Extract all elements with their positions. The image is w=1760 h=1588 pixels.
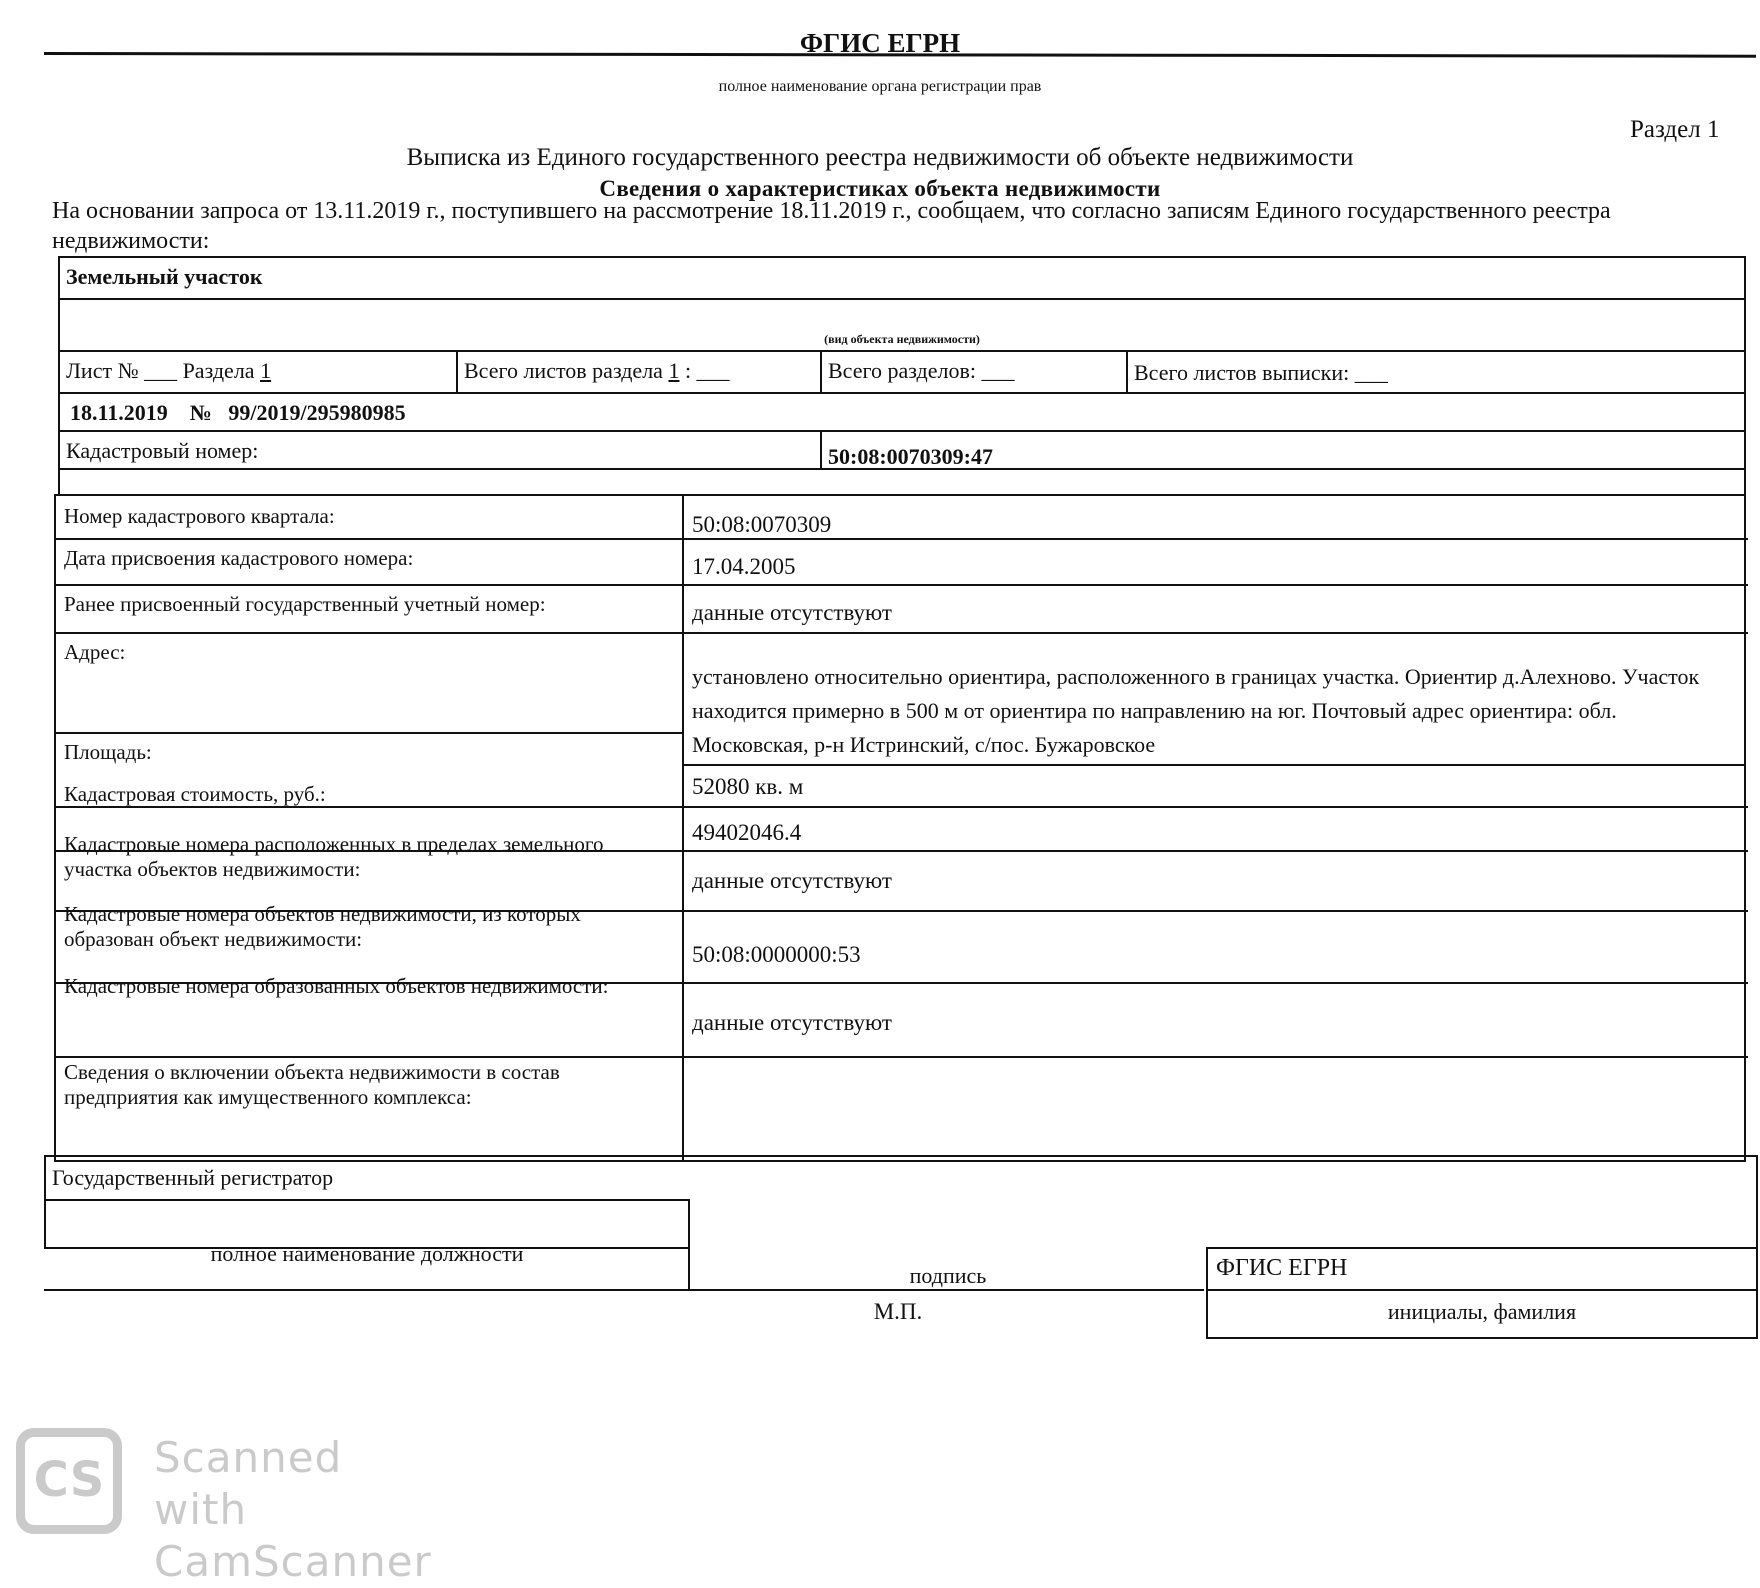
object-header-block — [58, 256, 1746, 496]
object-kind-caption: (вид объекта недвижимости) — [824, 332, 980, 346]
row-label-address: Адрес: — [64, 640, 126, 664]
scanner-watermark — [16, 1428, 446, 1586]
stamp-label: М.П. — [873, 1299, 923, 1324]
watermark-text — [154, 1432, 446, 1588]
column-divider — [682, 496, 684, 1160]
row-value-enterprise — [686, 1072, 1736, 1080]
row-divider — [56, 732, 682, 734]
registry-caption: полное наименование органа регистрации прав — [718, 78, 1042, 95]
divider — [1206, 1289, 1758, 1291]
row-value-formed-objects: данные отсутствуют — [692, 1010, 892, 1035]
camscanner-logo: CS — [16, 1428, 122, 1534]
row-value-cost: 49402046.4 — [692, 820, 802, 845]
row-label-quarter: Номер кадастрового квартала: — [64, 504, 335, 528]
total-sheets-section-label: Всего листов раздела — [464, 358, 663, 383]
extract-number: 99/2019/295980985 — [228, 400, 406, 425]
row-value-assign-date: 17.04.2005 — [692, 554, 796, 579]
object-kind: Земельный участок — [66, 264, 263, 289]
divider — [44, 1247, 690, 1249]
row-value-address: установлено относительно ориентира, расположенного в границах участка. Ориентир д.Алехново. Участок находится примерно в 500 м от ориентира по направлению на юг. Почтовый адрес ориентира: обл. Московская, р-н Истринский, с/пос. Бужаровское — [692, 664, 1700, 757]
sheet-number-label: Лист № ___ Раздела — [66, 358, 255, 383]
row-label-assign-date: Дата присвоения кадастрового номера: — [64, 546, 414, 570]
watermark-line-2: CamScanner — [154, 1537, 432, 1586]
row-value-prev-number: данные отсутствуют — [692, 600, 892, 625]
row-divider — [56, 538, 1748, 540]
row-label-formed-objects: Кадастровые номера образованных объектов недвижимости: — [64, 974, 609, 998]
document-subtitle: Сведения о характеристиках объекта недвижимости — [599, 176, 1161, 201]
cadastral-number-value: 50:08:0070309:47 — [828, 444, 993, 469]
signature-caption: подпись — [909, 1263, 987, 1288]
number-sign: № — [189, 400, 212, 425]
row-value-area: 52080 кв. м — [692, 774, 804, 799]
characteristics-table — [54, 494, 1746, 1162]
row-divider — [682, 764, 1744, 766]
divider — [44, 1199, 690, 1201]
extract-date-number — [64, 396, 412, 430]
row-label-cost: Кадастровая стоимость, руб.: — [64, 782, 326, 806]
total-sheets-section — [458, 354, 736, 388]
divider — [60, 392, 1744, 394]
row-divider — [56, 632, 1748, 634]
row-label-objects-within: Кадастровые номера расположенных в пределах земельного участка объектов недвижимости: — [64, 832, 604, 881]
cadastral-number-label: Кадастровый номер: — [66, 438, 259, 463]
divider — [1206, 1247, 1208, 1339]
registry-name: ФГИС ЕГРН — [799, 28, 961, 58]
total-sheets-section-tail: : ___ — [684, 358, 730, 383]
total-sheets-extract: Всего листов выписки: ___ — [1134, 360, 1388, 385]
section-label: Раздел 1 — [1630, 116, 1720, 143]
intro-text: На основании запроса от 13.11.2019 г., поступившего на рассмотрение 18.11.2019 г., сообщаем, что согласно записям Единого государственного реестра недвижимости: — [52, 198, 1611, 254]
sheet-number — [60, 354, 277, 388]
row-label-formed-from: Кадастровые номера объектов недвижимости, из которых образован объект недвижимости: — [64, 902, 581, 951]
divider — [60, 468, 1744, 470]
row-value-objects-within: данные отсутствуют — [692, 868, 892, 893]
sheet-section-value: 1 — [260, 358, 272, 383]
divider — [60, 350, 1744, 352]
total-sheets-section-value: 1 — [668, 358, 680, 383]
name-caption: инициалы, фамилия — [1387, 1299, 1577, 1324]
watermark-line-1: Scanned with — [154, 1433, 343, 1534]
row-label-area: Площадь: — [64, 740, 152, 764]
row-label-enterprise: Сведения о включении объекта недвижимости в состав предприятия как имущественного комплекса: — [64, 1060, 560, 1109]
divider — [60, 430, 1744, 432]
total-sections: Всего разделов: ___ — [828, 358, 1015, 383]
row-value-quarter: 50:08:0070309 — [692, 512, 832, 537]
divider — [60, 298, 1744, 300]
extract-date: 18.11.2019 — [70, 400, 168, 425]
signature-block — [44, 1155, 1758, 1335]
registrar-label: Государственный регистратор — [52, 1165, 334, 1190]
position-caption: полное наименование должности — [210, 1241, 524, 1266]
registrar-name: ФГИС ЕГРН — [1216, 1255, 1348, 1281]
row-label-prev-number: Ранее присвоенный государственный учетный номер: — [64, 592, 546, 616]
row-divider — [56, 584, 1748, 586]
document-title: Выписка из Единого государственного реестра недвижимости об объекте недвижимости — [406, 144, 1354, 171]
row-value-formed-from: 50:08:0000000:53 — [692, 942, 861, 967]
